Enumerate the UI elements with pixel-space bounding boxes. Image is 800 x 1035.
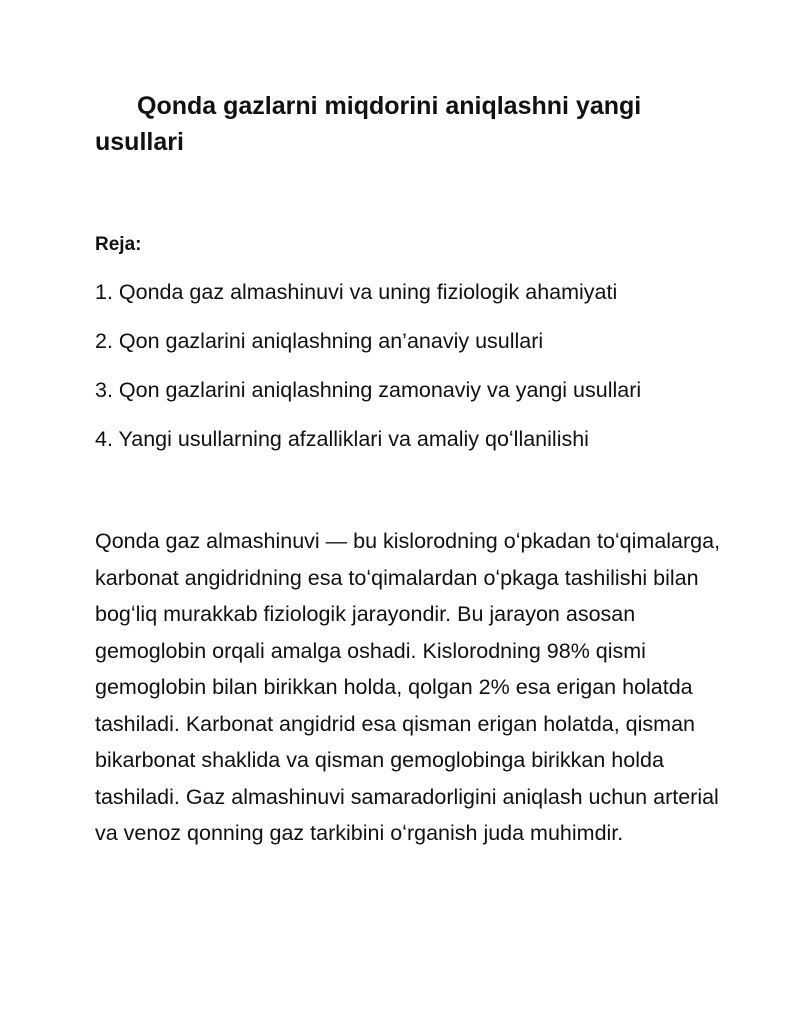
document-title: Qonda gazlarni miqdorini aniqlashni yangi usullari [95,92,642,156]
plan-label: Reja: [95,234,142,255]
plan-list [95,277,735,473]
plan-item-1: 1. Qonda gaz almashinuvi va uning fiziologik ahamiyati [95,280,618,304]
body-paragraph: Qonda gaz almashinuvi — bu kislorodning oʻpkadan toʻqimalarga, karbonat angidridning esa toʻqimalardan oʻpkaga tashilishi bilan bogʻliq murakkab fiziologik jarayondir. Bu jarayon asosan gemoglobin orqali amalga oshadi. Kislorodning 98% qismi gemoglobin bilan birikkan holda, qolgan 2% esa erigan holatda tashiladi. Karbonat angidrid esa qisman erigan holatda, qisman bikarbonat shaklida va qisman gemoglobinga birikkan holda tashiladi. Gaz almashinuvi samaradorligini aniqlash uchun arterial va venoz qonning gaz tarkibini oʻrganish juda muhimdir. [95,529,721,845]
plan-item-2: 2. Qon gazlarini aniqlashning an’anaviy usullari [95,329,544,353]
plan-item-3: 3. Qon gazlarini aniqlashning zamonaviy va yangi usullari [95,378,642,402]
plan-item-4: 4. Yangi usullarning afzalliklari va amaliy qoʻllanilishi [95,427,589,451]
